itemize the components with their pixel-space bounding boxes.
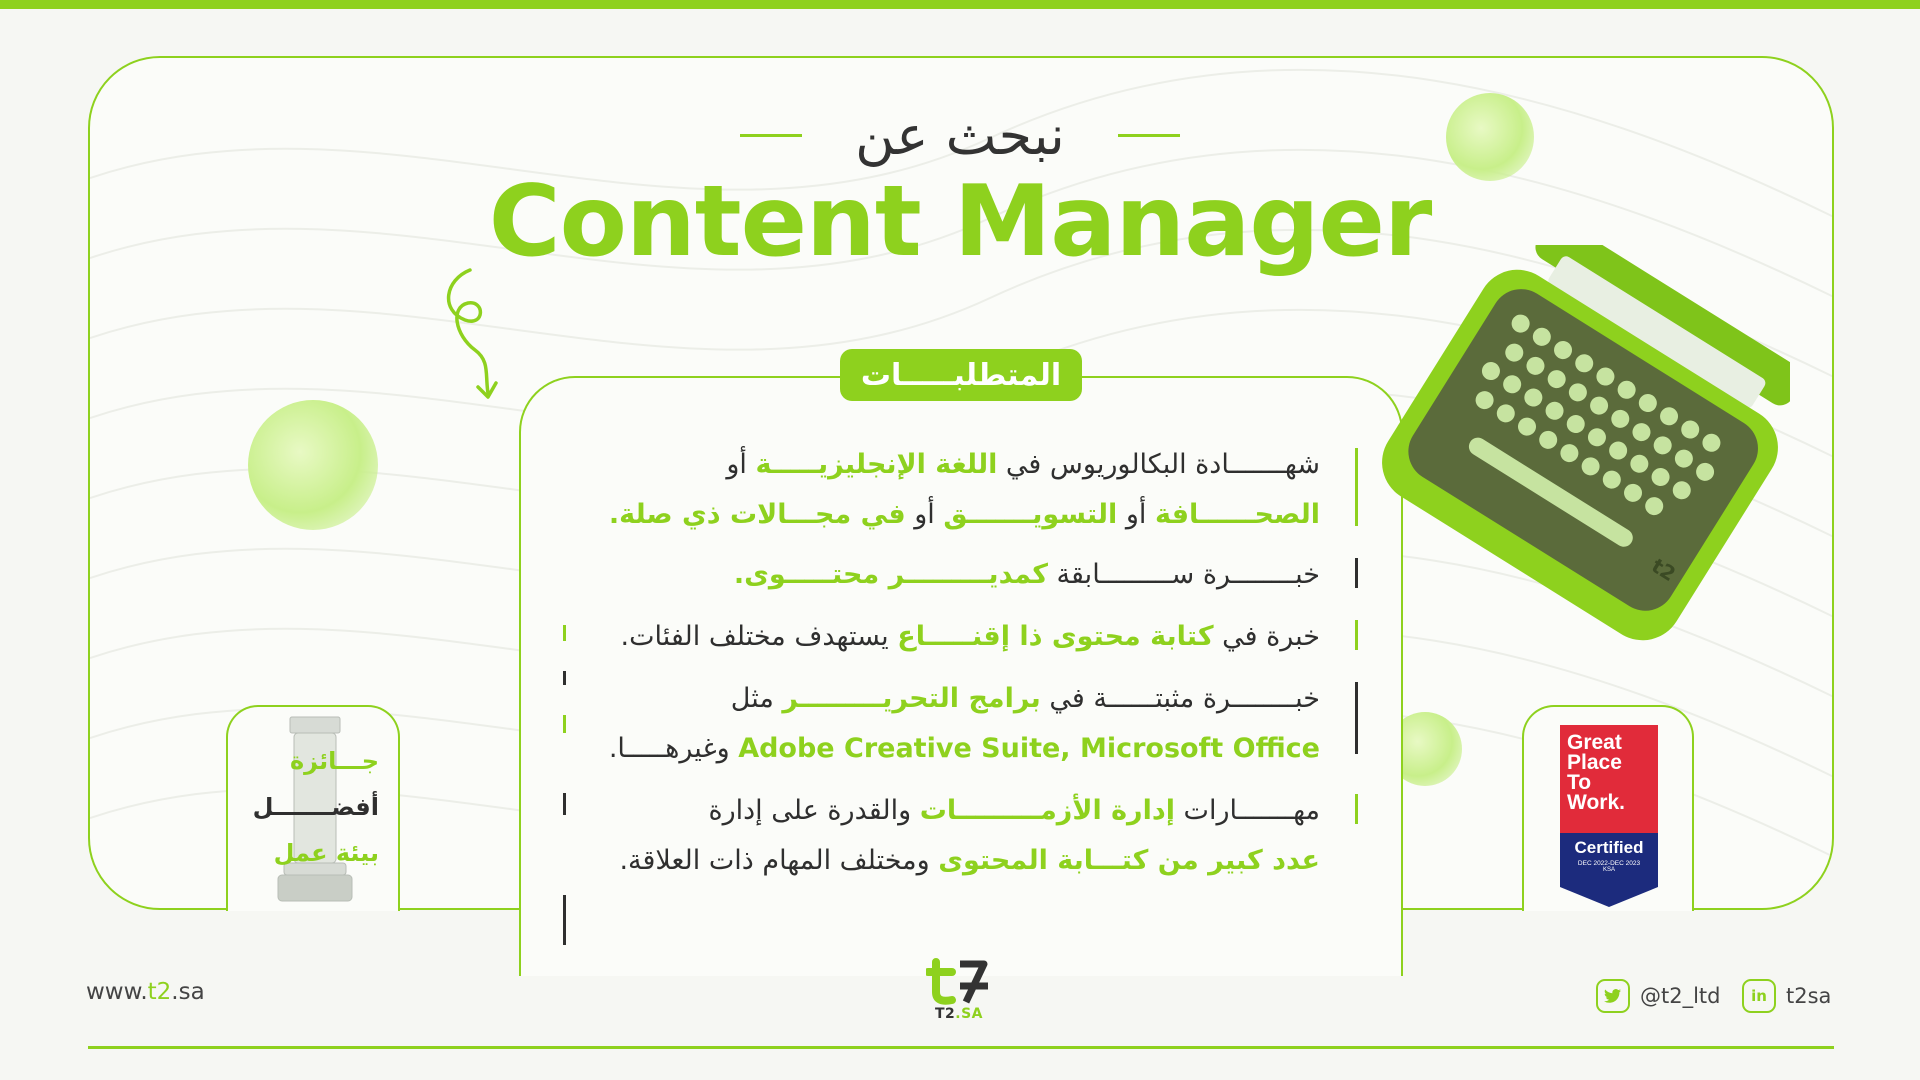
logo-caption — [926, 1006, 992, 1022]
twitter-link[interactable] — [1596, 979, 1721, 1013]
requirement-text: أو — [726, 449, 756, 480]
requirement-highlight: عدد كبير من كتـــابة المحتوى — [938, 845, 1320, 876]
requirement-line — [600, 440, 1320, 490]
requirement-text: خبــــــــرة مثبتــــــة في — [1040, 683, 1320, 714]
award-line: جـــائزة — [289, 747, 379, 775]
website-prefix: www. — [86, 979, 148, 1005]
requirement-highlight: التسويـــــــق — [943, 499, 1118, 530]
award-line: بيئة عمل — [273, 839, 379, 867]
kicker-row — [740, 95, 1180, 175]
requirement-highlight: إدارة الأزمـــــــــات — [919, 795, 1175, 826]
t2-logo-icon — [926, 956, 992, 1006]
item-rule — [1355, 682, 1358, 754]
gptw-country: KSA — [1602, 867, 1615, 873]
gptw-period: DEC 2022-DEC 2023 — [1577, 860, 1641, 867]
linkedin-link[interactable] — [1742, 979, 1831, 1013]
gptw-line: To — [1567, 771, 1592, 794]
twitter-icon — [1596, 979, 1630, 1013]
requirement-line — [600, 490, 1320, 540]
typewriter-brand: t2 — [1647, 553, 1680, 587]
gptw-title — [1560, 725, 1658, 833]
decor-ball — [248, 400, 378, 530]
gptw-line: Work. — [1567, 791, 1625, 814]
twitter-handle: @t2_ltd — [1640, 984, 1721, 1008]
gptw-line: Place — [1567, 751, 1622, 774]
item-rule — [1355, 620, 1358, 650]
logo-caption-suffix: .SA — [955, 1006, 984, 1022]
requirements-badge: المتطلبـــــات — [840, 349, 1082, 401]
requirement-highlight: الصحــــــافة — [1154, 499, 1320, 530]
linkedin-handle: t2sa — [1786, 984, 1832, 1008]
requirement-software — [600, 674, 1320, 774]
swirl-arrow-icon — [440, 265, 500, 405]
kicker-text: نبحث عن — [855, 103, 1065, 167]
gptw-certified-label: Certified — [1574, 838, 1644, 857]
item-rule — [1355, 558, 1358, 588]
requirement-line — [600, 550, 1320, 600]
requirement-text: مثل — [730, 683, 783, 714]
top-accent-bar — [0, 0, 1920, 9]
requirement-text: مهـــــــارات — [1174, 795, 1320, 826]
kicker-right-line — [1118, 134, 1180, 137]
website-brand: t2 — [147, 979, 172, 1005]
requirement-crisis — [600, 786, 1320, 886]
item-rule — [1355, 448, 1358, 526]
requirement-degree — [600, 440, 1320, 540]
requirement-text: يستهدف مختلف الفئات. — [620, 621, 898, 652]
gptw-certified — [1560, 833, 1658, 887]
requirement-highlight: اللغة الإنجليزيـــــة — [755, 449, 998, 480]
website-link[interactable] — [86, 979, 205, 1005]
requirement-line — [600, 836, 1320, 886]
requirement-text: أو — [905, 499, 944, 530]
requirement-software-names: Adobe Creative Suite, Microsoft Office — [738, 733, 1320, 764]
item-rule — [1355, 794, 1358, 824]
gptw-badge-tip — [1560, 887, 1658, 907]
logo-caption-prefix: T2 — [934, 1006, 956, 1022]
requirement-line — [600, 724, 1320, 774]
left-decor-rules — [563, 625, 566, 945]
requirements-list — [600, 440, 1320, 886]
t2-logo — [926, 956, 992, 1022]
requirement-highlight: كتابة محتوى ذا إقنـــــاع — [897, 621, 1214, 652]
requirement-text: والقدرة على إدارة — [708, 795, 920, 826]
requirement-experience — [600, 550, 1320, 600]
requirement-text: أو — [1117, 499, 1155, 530]
requirement-line — [600, 674, 1320, 724]
requirement-text: وغيرهـــــا. — [608, 733, 739, 764]
requirement-highlight: برامج التحريـــــــــر — [782, 683, 1041, 714]
award-text — [244, 738, 379, 876]
great-place-to-work-badge — [1560, 725, 1658, 907]
decor-ball — [1446, 93, 1534, 181]
requirement-highlight: كمديـــــــــر محتـــــوى. — [733, 559, 1048, 590]
requirement-highlight: في مجـــالات ذي صلة. — [608, 499, 906, 530]
requirement-line — [600, 786, 1320, 836]
gptw-line: Great — [1567, 731, 1622, 754]
requirement-line — [600, 612, 1320, 662]
typewriter-image — [1370, 245, 1790, 665]
website-suffix: .sa — [171, 979, 205, 1005]
requirement-writing — [600, 612, 1320, 662]
requirement-text: خبــــــــرة ســـــــــابقة — [1047, 559, 1320, 590]
kicker-left-line — [740, 134, 802, 137]
job-title: Content Manager — [488, 165, 1432, 279]
requirement-text: خبرة في — [1213, 621, 1320, 652]
requirement-text: ومختلف المهام ذات العلاقة. — [619, 845, 939, 876]
award-line: أفضـــــــل — [252, 793, 379, 821]
requirement-text: شهـــــــادة البكالوريوس في — [997, 449, 1320, 480]
footer-divider — [88, 1046, 1834, 1049]
linkedin-icon: in — [1742, 979, 1776, 1013]
